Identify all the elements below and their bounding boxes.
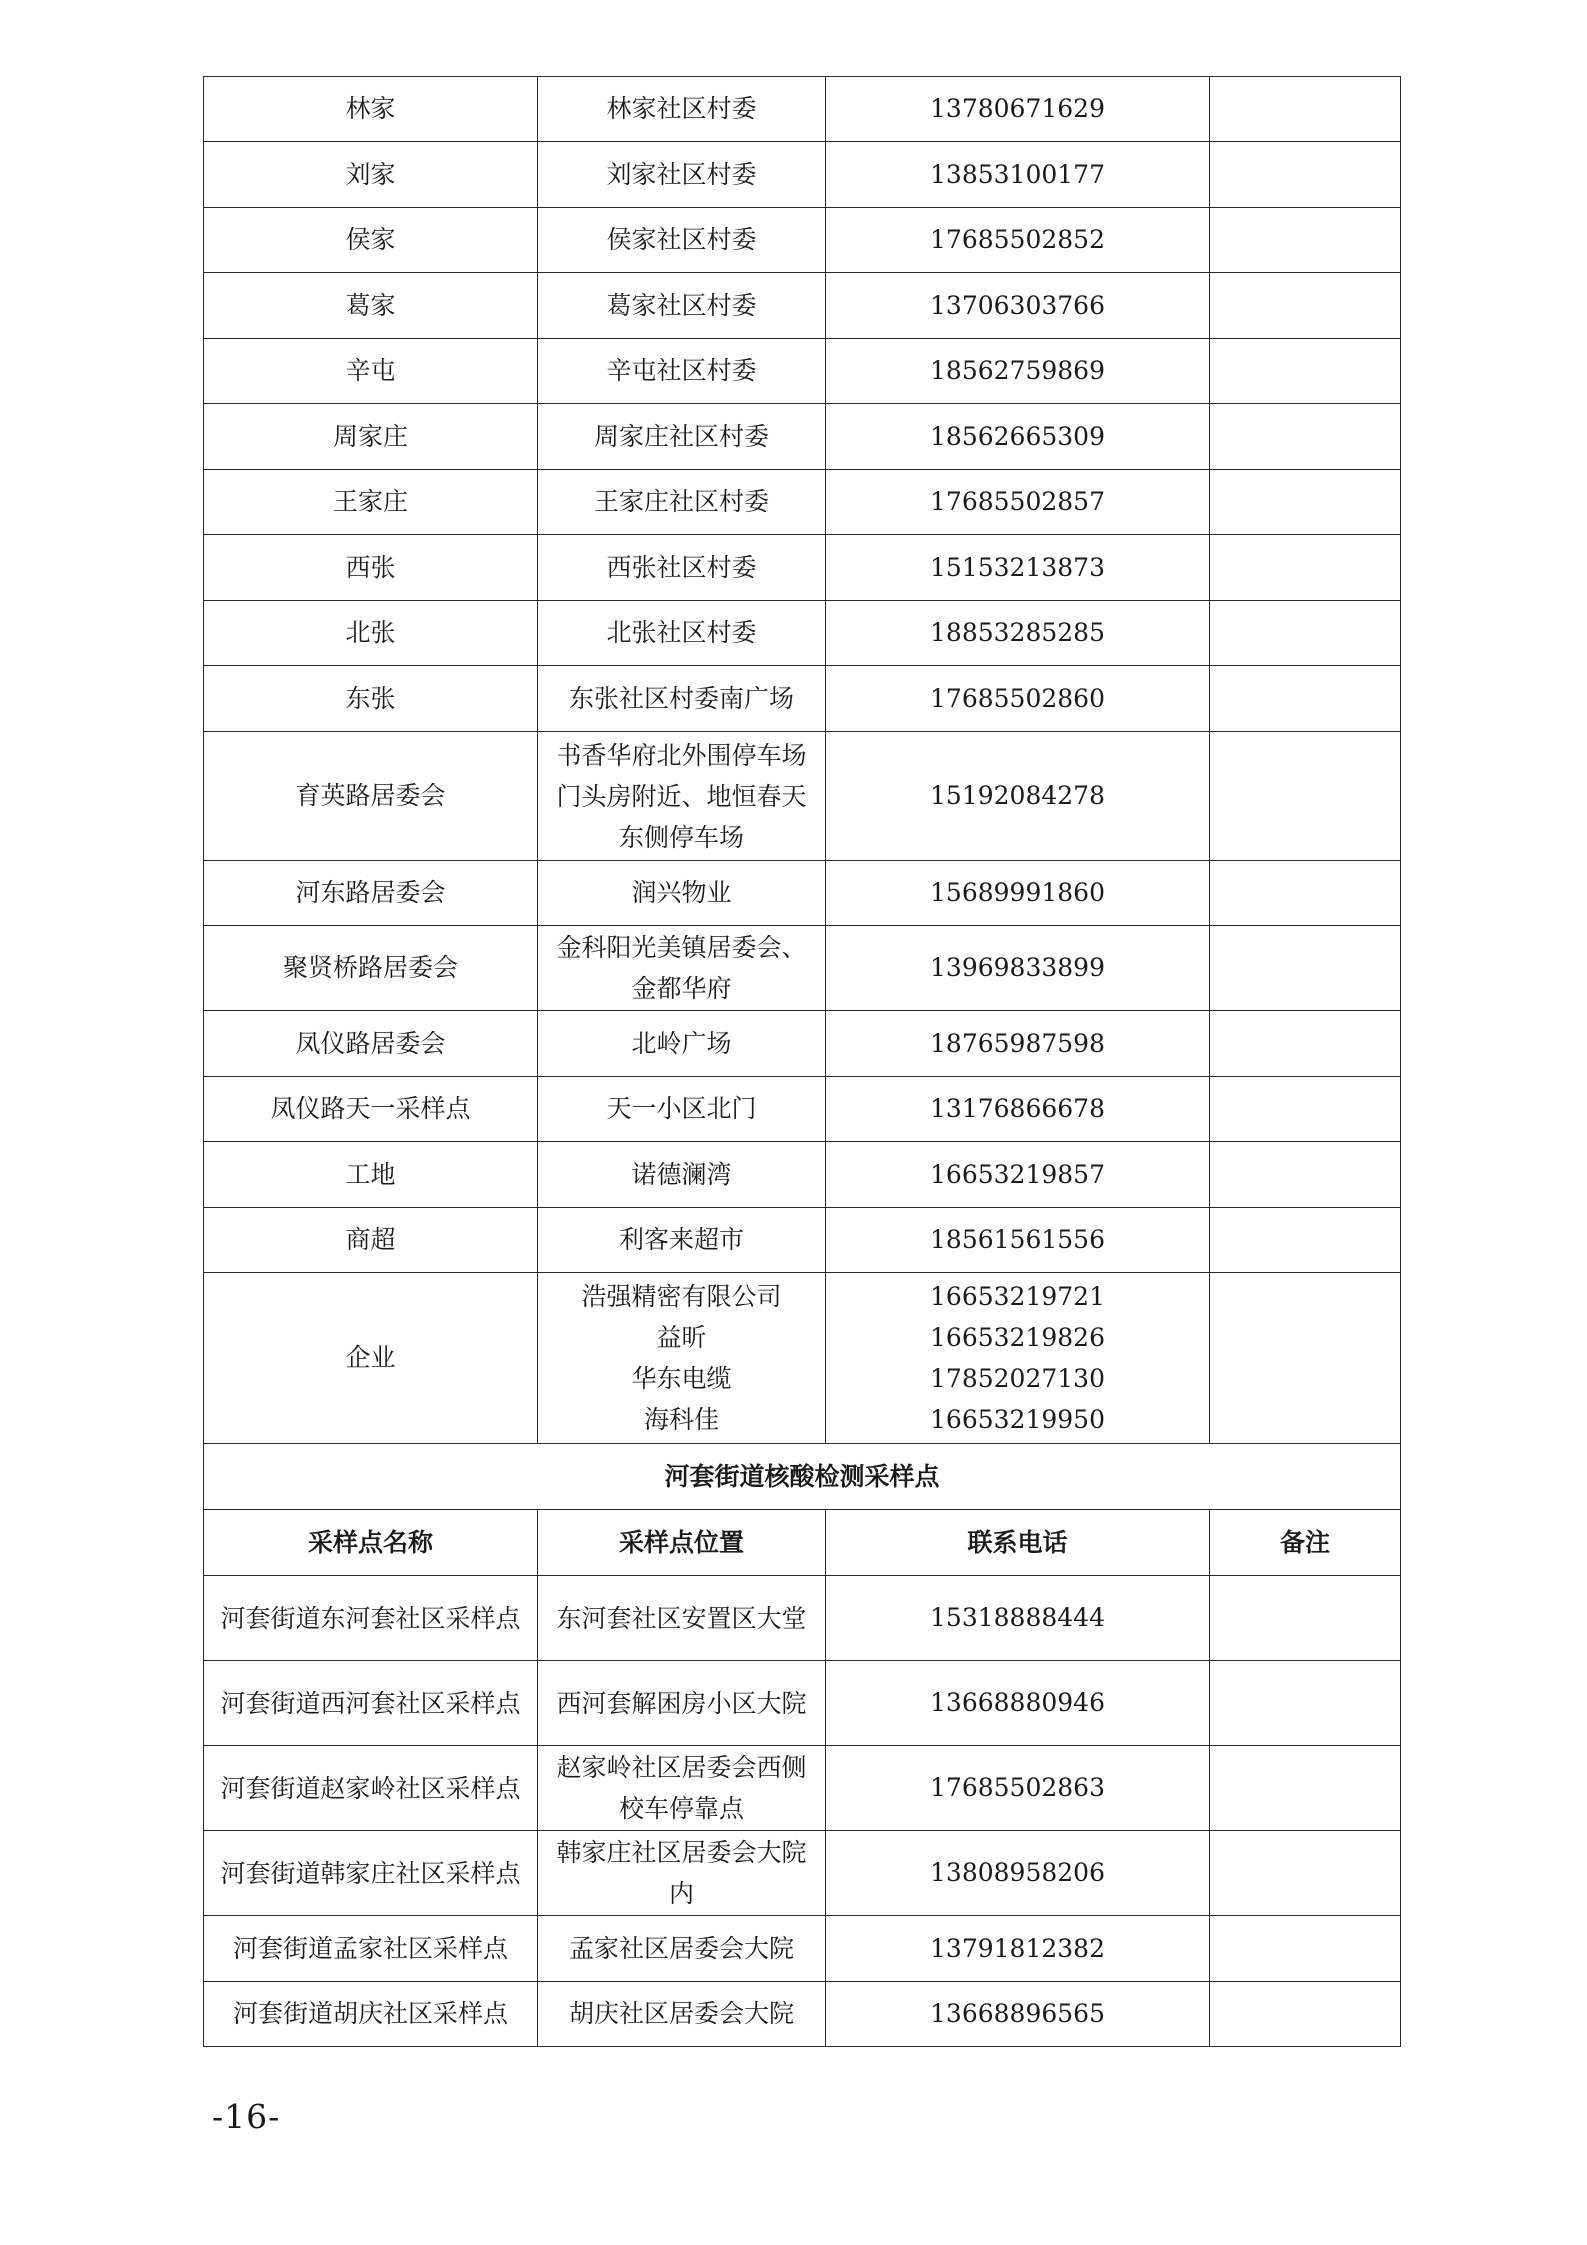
site-name-cell: 刘家 [204, 142, 538, 208]
site-location-cell: 胡庆社区居委会大院 [538, 1982, 826, 2047]
site-location-cell: 利客来超市 [538, 1208, 826, 1273]
phone-cell: 17685502863 [826, 1746, 1210, 1831]
table-row [204, 142, 1401, 208]
note-cell [1210, 77, 1401, 142]
table-row [204, 1142, 1401, 1208]
column-header-location: 采样点位置 [538, 1510, 826, 1576]
phone-cell: 18562665309 [826, 404, 1210, 470]
site-location-cell-line: 益昕 [656, 1323, 707, 1352]
table-row [204, 732, 1401, 861]
site-name-cell: 企业 [204, 1273, 538, 1444]
note-cell [1210, 1916, 1401, 1982]
site-location-cell: 赵家岭社区居委会西侧校车停靠点 [538, 1746, 826, 1831]
site-name-cell: 凤仪路天一采样点 [204, 1077, 538, 1142]
phone-cell: 13808958206 [826, 1831, 1210, 1916]
site-name-cell: 葛家 [204, 273, 538, 339]
note-cell [1210, 273, 1401, 339]
note-cell [1210, 470, 1401, 535]
site-location-cell: 辛屯社区村委 [538, 339, 826, 404]
column-header-note: 备注 [1210, 1510, 1401, 1576]
phone-cell: 18853285285 [826, 601, 1210, 666]
site-location-cell: 葛家社区村委 [538, 273, 826, 339]
note-cell [1210, 535, 1401, 601]
phone-cell-line: 16653219950 [930, 1405, 1105, 1434]
note-cell [1210, 339, 1401, 404]
note-cell [1210, 1077, 1401, 1142]
site-location-cell: 侯家社区村委 [538, 208, 826, 273]
table-body [204, 77, 1401, 2047]
phone-cell: 13969833899 [826, 926, 1210, 1011]
site-name-cell: 王家庄 [204, 470, 538, 535]
site-location-cell [538, 1273, 826, 1444]
table-row [204, 404, 1401, 470]
site-location-cell: 韩家庄社区居委会大院内 [538, 1831, 826, 1916]
table-row [204, 1208, 1401, 1273]
site-name-cell: 河套街道西河套社区采样点 [204, 1661, 538, 1746]
site-name-cell: 商超 [204, 1208, 538, 1273]
site-location-cell: 西张社区村委 [538, 535, 826, 601]
site-location-cell-line: 华东电缆 [631, 1364, 732, 1393]
note-cell [1210, 861, 1401, 926]
note-cell [1210, 1661, 1401, 1746]
note-cell [1210, 404, 1401, 470]
site-name-cell: 河套街道韩家庄社区采样点 [204, 1831, 538, 1916]
column-header-name: 采样点名称 [204, 1510, 538, 1576]
note-cell [1210, 1982, 1401, 2047]
phone-cell: 17685502857 [826, 470, 1210, 535]
site-location-cell: 东河套社区安置区大堂 [538, 1576, 826, 1661]
phone-cell: 13791812382 [826, 1916, 1210, 1982]
table-row [204, 1510, 1401, 1576]
site-location-cell: 润兴物业 [538, 861, 826, 926]
table-row [204, 1982, 1401, 2047]
site-name-cell: 河套街道赵家岭社区采样点 [204, 1746, 538, 1831]
table-row [204, 470, 1401, 535]
note-cell [1210, 601, 1401, 666]
site-name-cell: 河套街道东河套社区采样点 [204, 1576, 538, 1661]
table-row [204, 535, 1401, 601]
sampling-points-table [203, 76, 1401, 2047]
site-location-cell-line: 浩强精密有限公司 [581, 1282, 782, 1311]
site-location-cell: 西河套解困房小区大院 [538, 1661, 826, 1746]
site-name-cell: 侯家 [204, 208, 538, 273]
site-location-cell: 林家社区村委 [538, 77, 826, 142]
phone-cell: 13706303766 [826, 273, 1210, 339]
site-name-cell: 育英路居委会 [204, 732, 538, 861]
table-row [204, 666, 1401, 732]
phone-cell: 13668896565 [826, 1982, 1210, 2047]
page-number: -16- [212, 2097, 281, 2136]
site-name-cell: 林家 [204, 77, 538, 142]
note-cell [1210, 1831, 1401, 1916]
table-row [204, 339, 1401, 404]
site-location-cell: 周家庄社区村委 [538, 404, 826, 470]
table-row [204, 1011, 1401, 1077]
phone-cell: 18765987598 [826, 1011, 1210, 1077]
note-cell [1210, 732, 1401, 861]
phone-cell: 13780671629 [826, 77, 1210, 142]
phone-cell: 13853100177 [826, 142, 1210, 208]
note-cell [1210, 1208, 1401, 1273]
table-row [204, 1273, 1401, 1444]
table-row [204, 1746, 1401, 1831]
site-location-cell: 东张社区村委南广场 [538, 666, 826, 732]
table-row [204, 926, 1401, 1011]
site-name-cell: 河东路居委会 [204, 861, 538, 926]
site-name-cell: 凤仪路居委会 [204, 1011, 538, 1077]
site-name-cell: 辛屯 [204, 339, 538, 404]
column-header-phone: 联系电话 [826, 1510, 1210, 1576]
site-location-cell: 金科阳光美镇居委会、金都华府 [538, 926, 826, 1011]
table-row [204, 77, 1401, 142]
site-location-cell: 诺德澜湾 [538, 1142, 826, 1208]
site-name-cell: 河套街道孟家社区采样点 [204, 1916, 538, 1982]
site-name-cell: 东张 [204, 666, 538, 732]
site-name-cell: 河套街道胡庆社区采样点 [204, 1982, 538, 2047]
note-cell [1210, 926, 1401, 1011]
phone-cell: 18562759869 [826, 339, 1210, 404]
section-title: 河套街道核酸检测采样点 [204, 1444, 1401, 1510]
site-location-cell: 孟家社区居委会大院 [538, 1916, 826, 1982]
site-location-cell: 北岭广场 [538, 1011, 826, 1077]
phone-cell [826, 1273, 1210, 1444]
phone-cell: 15318888444 [826, 1576, 1210, 1661]
table-row [204, 273, 1401, 339]
table-row [204, 1077, 1401, 1142]
phone-cell: 16653219857 [826, 1142, 1210, 1208]
site-location-cell: 书香华府北外围停车场门头房附近、地恒春天东侧停车场 [538, 732, 826, 861]
site-location-cell: 天一小区北门 [538, 1077, 826, 1142]
note-cell [1210, 1576, 1401, 1661]
note-cell [1210, 1273, 1401, 1444]
site-name-cell: 北张 [204, 601, 538, 666]
note-cell [1210, 1746, 1401, 1831]
table-row [204, 1576, 1401, 1661]
note-cell [1210, 208, 1401, 273]
phone-cell: 17685502860 [826, 666, 1210, 732]
note-cell [1210, 1142, 1401, 1208]
phone-cell: 17685502852 [826, 208, 1210, 273]
phone-cell: 13668880946 [826, 1661, 1210, 1746]
table-row [204, 1444, 1401, 1510]
note-cell [1210, 142, 1401, 208]
phone-cell: 13176866678 [826, 1077, 1210, 1142]
table-row [204, 1661, 1401, 1746]
phone-cell-line: 16653219721 [930, 1282, 1105, 1311]
site-name-cell: 工地 [204, 1142, 538, 1208]
phone-cell: 15192084278 [826, 732, 1210, 861]
site-location-cell: 刘家社区村委 [538, 142, 826, 208]
table-row [204, 1916, 1401, 1982]
note-cell [1210, 666, 1401, 732]
table-row [204, 601, 1401, 666]
site-name-cell: 西张 [204, 535, 538, 601]
phone-cell: 18561561556 [826, 1208, 1210, 1273]
phone-cell-line: 17852027130 [930, 1364, 1105, 1393]
table-row [204, 208, 1401, 273]
note-cell [1210, 1011, 1401, 1077]
phone-cell: 15689991860 [826, 861, 1210, 926]
site-name-cell: 聚贤桥路居委会 [204, 926, 538, 1011]
table-row [204, 1831, 1401, 1916]
site-location-cell: 北张社区村委 [538, 601, 826, 666]
site-location-cell: 王家庄社区村委 [538, 470, 826, 535]
table-row [204, 861, 1401, 926]
phone-cell: 15153213873 [826, 535, 1210, 601]
site-location-cell-line: 海科佳 [643, 1405, 719, 1434]
phone-cell-line: 16653219826 [930, 1323, 1105, 1352]
site-name-cell: 周家庄 [204, 404, 538, 470]
